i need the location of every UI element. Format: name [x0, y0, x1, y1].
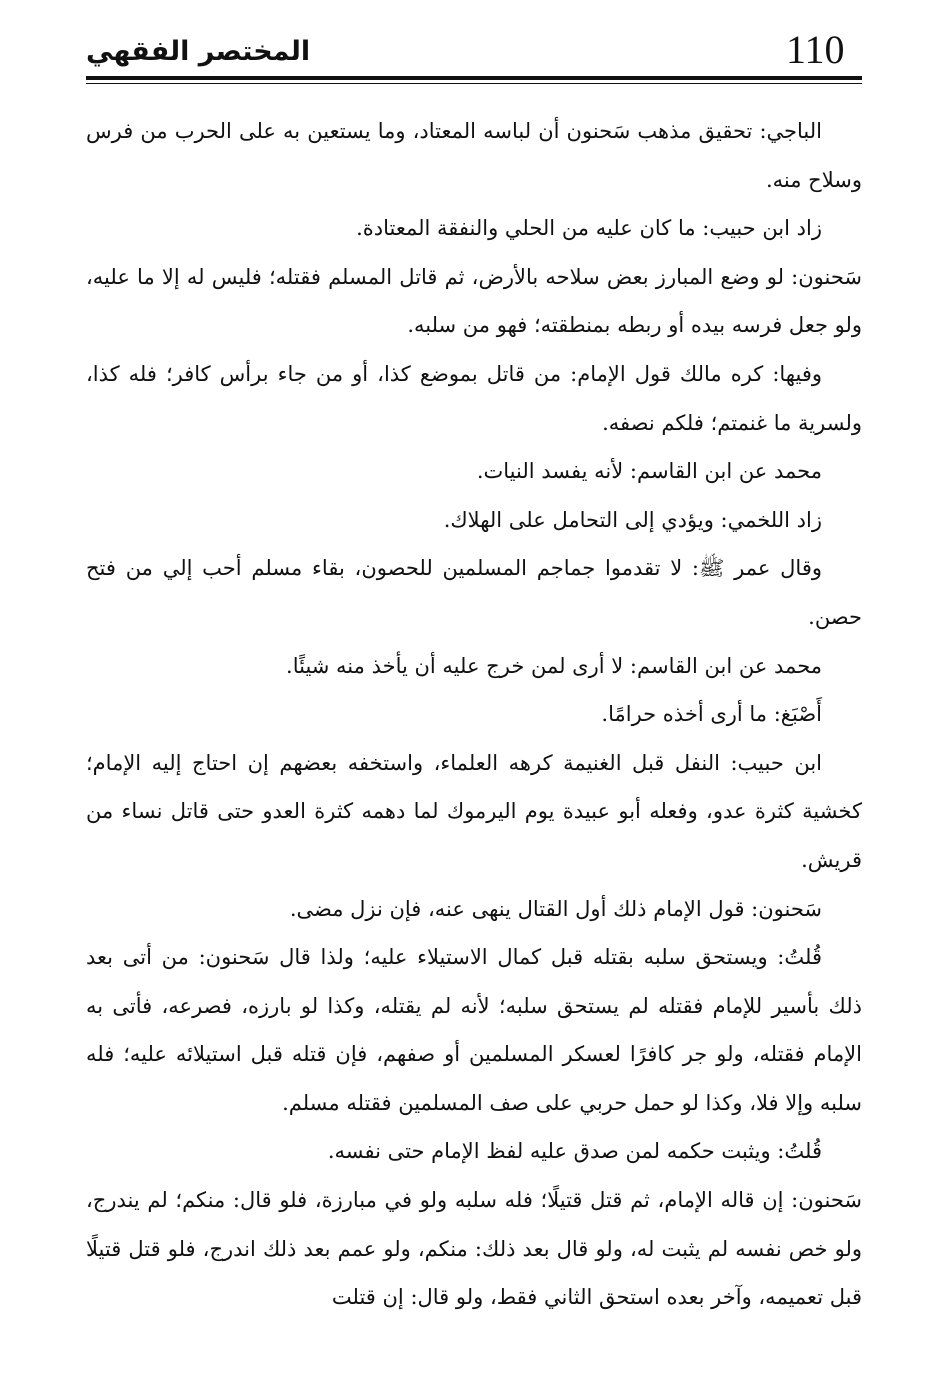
paragraph: قُلتُ: ويثبت حكمه لمن صدق عليه لفظ الإمام حتى نفسه. — [327, 1139, 822, 1164]
header-rule-thin — [86, 83, 862, 84]
header-rule-thick — [86, 76, 862, 80]
paragraph: الباجي: تحقيق مذهب سَحنون أن لباسه المعتاد، وما يستعين به على الحرب من فرس وسلاح منه. — [86, 119, 862, 192]
paragraph: أَصْبَغ: ما أرى أخذه حرامًا. — [601, 702, 822, 727]
running-title: المختصر الفقهي — [86, 36, 311, 67]
paragraph: وفيها: كره مالك قول الإمام: من قاتل بموضع كذا، أو من جاء برأس كافر؛ فله كذا، ولسرية ما غنمتم؛ فلكم نصفه. — [86, 361, 862, 435]
paragraph: محمد عن ابن القاسم: لأنه يفسد النيات. — [476, 459, 822, 484]
paragraph: قُلتُ: ويستحق سلبه بقتله قبل كمال الاستيلاء عليه؛ ولذا قال سَحنون: من أتى بعد ذلك بأسير للإمام فقتله لم يستحق سلبه؛ لأنه لم يقتله، وكذا لو بارزه، فصرعه، فأتى به الإمام فقتله، ولو جر كافرًا لعسكر المسلمين أو صفهم، فإن قتله قبل استيلائه عليه؛ فله سلبه وإلا فلا، وكذا لو حمل حربي على صف المسلمين فقتله مسلم. — [86, 945, 862, 1115]
paragraph: سَحنون: إن قاله الإمام، ثم قتل قتيلًا؛ فله سلبه ولو في مبارزة، فلو قال: منكم؛ لم يندرج، ولو خص نفسه لم يثبت له، ولو قال بعد ذلك: منكم، ولو عمم بعد ذلك اندرج، فلو قتل قتيلًا قبل تعميمه، وآخر بعده استحق الثاني فقط، ولو قال: إن قتلت — [86, 1188, 862, 1310]
paragraph: سَحنون: لو وضع المبارز بعض سلاحه بالأرض، ثم قاتل المسلم فقتله؛ فليس له إلا ما عليه، ولو جعل فرسه بيده أو ربطه بمنطقته؛ فهو من سلبه. — [86, 264, 862, 338]
page-header — [86, 26, 862, 86]
page-number: 110 — [786, 27, 845, 72]
paragraph: زاد ابن حبيب: ما كان عليه من الحلي والنفقة المعتادة. — [356, 216, 822, 241]
body-text — [86, 107, 862, 1322]
paragraph: سَحنون: قول الإمام ذلك أول القتال ينهى عنه، فإن نزل مضى. — [289, 896, 822, 921]
paragraph: زاد اللخمي: ويؤدي إلى التحامل على الهلاك. — [443, 507, 822, 532]
paragraph: ابن حبيب: النفل قبل الغنيمة كرهه العلماء، واستخفه بعضهم إن احتاج إليه الإمام؛ كخشية كثرة عدو، وفعله أبو عبيدة يوم اليرموك لما دهمه كثرة العدو حتى قاتل نساء من قريش. — [86, 750, 862, 872]
paragraph: وقال عمر ﷺ: لا تقدموا جماجم المسلمين للحصون، بقاء مسلم أحب إلي من فتح حصن. — [86, 556, 862, 629]
paragraph: محمد عن ابن القاسم: لا أرى لمن خرج عليه أن يأخذ منه شيئًا. — [286, 653, 822, 678]
